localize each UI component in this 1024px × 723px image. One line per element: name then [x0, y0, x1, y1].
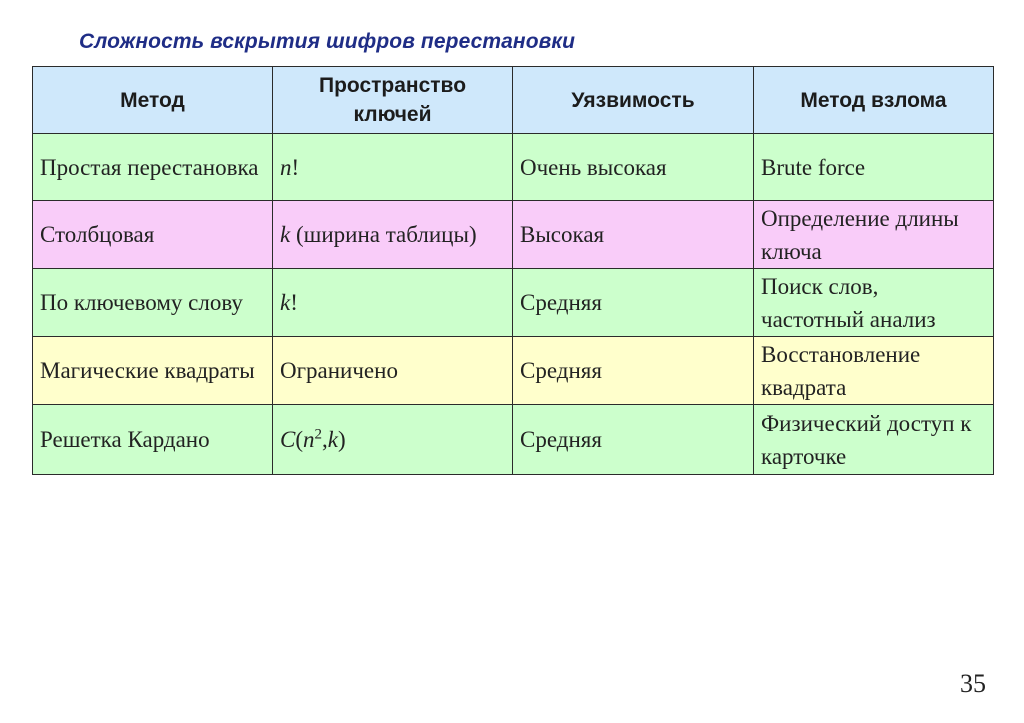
key-space-variable: n	[280, 154, 292, 180]
cell-attack: Восстановление квадрата	[754, 337, 994, 405]
key-space-k: k	[327, 427, 338, 452]
key-space-variable: k	[280, 222, 291, 247]
table-row	[33, 201, 994, 269]
key-space-text: !	[291, 154, 300, 180]
cell-vulnerability: Высокая	[513, 201, 754, 269]
cell-method: Столбцовая	[33, 201, 273, 269]
cell-vulnerability: Средняя	[513, 337, 754, 405]
key-space-text: (ширина таблицы)	[290, 222, 477, 247]
table-header-row	[33, 67, 994, 134]
cell-key-space	[273, 405, 513, 475]
cell-key-space	[273, 201, 513, 269]
cell-method: По ключевому слову	[33, 269, 273, 337]
key-space-comma: ,	[322, 427, 328, 452]
cell-method: Простая перестановка	[33, 134, 273, 201]
cell-vulnerability: Очень высокая	[513, 134, 754, 201]
cell-vulnerability: Средняя	[513, 269, 754, 337]
cell-attack: Физический доступ к карточке	[754, 405, 994, 475]
cell-method: Магические квадраты	[33, 337, 273, 405]
header-attack-method: Метод взлома	[754, 67, 994, 134]
header-key-space: Пространство ключей	[273, 67, 513, 134]
page-number: 35	[960, 669, 986, 698]
cipher-complexity-table	[32, 66, 994, 475]
table-row	[33, 405, 994, 475]
table-row	[33, 337, 994, 405]
key-space-open-paren: (	[295, 427, 304, 452]
table-row	[33, 134, 994, 201]
cell-key-space	[273, 269, 513, 337]
key-space-c: C	[280, 427, 296, 452]
cell-key-space: Ограничено	[273, 337, 513, 405]
cell-attack: Определение длины ключа	[754, 201, 994, 269]
cell-method: Решетка Кардано	[33, 405, 273, 475]
cell-attack: Поиск слов, частотный анализ	[754, 269, 994, 337]
key-space-variable: k	[280, 290, 291, 315]
cell-vulnerability: Средняя	[513, 405, 754, 475]
key-space-close-paren: )	[337, 427, 346, 452]
header-vulnerability: Уязвимость	[513, 67, 754, 134]
cell-key-space	[273, 134, 513, 201]
header-method: Метод	[33, 67, 273, 134]
key-space-exponent: 2	[314, 426, 323, 443]
slide-title: Сложность вскрытия шифров перестановки	[79, 30, 576, 53]
cell-attack: Brute force	[754, 134, 994, 201]
key-space-text: !	[290, 290, 298, 315]
key-space-n: n	[303, 427, 315, 452]
table-row	[33, 269, 994, 337]
